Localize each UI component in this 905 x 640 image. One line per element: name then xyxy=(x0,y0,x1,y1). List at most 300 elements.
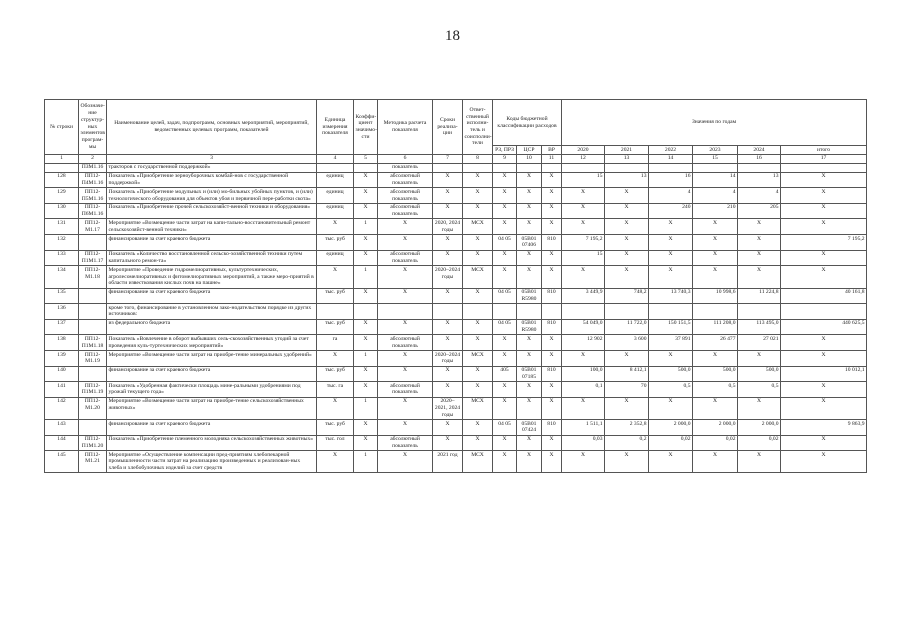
table-cell: 810 xyxy=(542,288,562,304)
table-cell xyxy=(463,304,493,320)
table-cell: Х xyxy=(433,172,463,188)
table-cell: Х xyxy=(378,366,433,382)
column-number: 10 xyxy=(517,154,542,163)
table-cell: 05В01 R5980 xyxy=(517,319,542,335)
table-cell: Х xyxy=(542,335,562,351)
table-cell: Х xyxy=(463,335,493,351)
table-row xyxy=(45,319,867,335)
table-cell xyxy=(542,304,562,320)
table-row xyxy=(45,219,867,235)
table-cell: Х xyxy=(378,419,433,435)
table-cell: Х xyxy=(738,219,781,235)
table-cell: Х xyxy=(517,203,542,219)
table-cell: Х xyxy=(493,350,517,366)
column-number: 17 xyxy=(781,154,867,163)
table-cell: 2 000,0 xyxy=(649,419,693,435)
table-row xyxy=(45,335,867,351)
table-cell: Х xyxy=(781,335,867,351)
table-cell: Х xyxy=(463,203,493,219)
table-cell: 240 xyxy=(649,203,693,219)
table-cell xyxy=(562,304,605,320)
table-cell: Х xyxy=(738,235,781,251)
table-cell: Показатель «Количество восстановленной сельско-хозяйственной техники путем капитального ремон-та» xyxy=(107,250,317,266)
table-cell xyxy=(79,366,107,382)
table-row xyxy=(45,397,867,419)
table-cell: 54 049,0 xyxy=(562,319,605,335)
table-cell: Х xyxy=(562,397,605,419)
table-cell: Х xyxy=(317,219,354,235)
table-cell: Х xyxy=(605,266,649,288)
table-cell: 4 xyxy=(693,188,738,204)
table-cell: 133 xyxy=(45,250,79,266)
table-cell: 8 412,1 xyxy=(605,366,649,382)
header-vr: ВР xyxy=(542,146,562,155)
table-cell: Х xyxy=(354,435,378,451)
table-cell: ПП12-М1.17 xyxy=(79,219,107,235)
table-cell: 0,02 xyxy=(693,435,738,451)
table-cell: тракторов с государственной поддержкой» xyxy=(107,163,317,172)
table-cell: 1 xyxy=(354,266,378,288)
table-cell: 810 xyxy=(542,319,562,335)
table-cell: га xyxy=(317,335,354,351)
table-cell: Х xyxy=(693,235,738,251)
table-cell: Х xyxy=(354,319,378,335)
table-cell: Х xyxy=(354,382,378,398)
table-cell: 4 xyxy=(649,188,693,204)
table-cell xyxy=(493,304,517,320)
table-cell: Х xyxy=(433,319,463,335)
table-cell: Х xyxy=(738,451,781,473)
header-coef: Коэффи-циент значимо-сти xyxy=(354,100,378,155)
table-cell: 05В01 07424 xyxy=(517,419,542,435)
table-cell: Х xyxy=(781,350,867,366)
table-cell: 145 xyxy=(45,451,79,473)
table-cell: финансирование за счет краевого бюджета xyxy=(107,288,317,304)
table-cell xyxy=(738,304,781,320)
table-cell: 2020–2021, 2024 годы xyxy=(433,397,463,419)
table-cell: 40 161,8 xyxy=(781,288,867,304)
table-cell: 136 xyxy=(45,304,79,320)
table-cell: ПП12-П1М1.19 xyxy=(79,382,107,398)
column-number: 2 xyxy=(79,154,107,163)
column-number: 3 xyxy=(107,154,317,163)
table-cell xyxy=(605,304,649,320)
table-cell: 05В01 07185 xyxy=(517,366,542,382)
table-cell: 2020, 2024 годы xyxy=(433,219,463,235)
table-cell: Х xyxy=(317,397,354,419)
table-cell: Х xyxy=(517,451,542,473)
table-cell: 1 xyxy=(354,397,378,419)
table-cell: абсолютный показатель xyxy=(378,435,433,451)
table-cell: 129 xyxy=(45,188,79,204)
table-cell: 70 xyxy=(605,382,649,398)
table-cell: Х xyxy=(493,203,517,219)
header-unit: Единица измерения показателя xyxy=(317,100,354,155)
table-cell: 2 000,0 xyxy=(738,419,781,435)
table-cell: МСХ xyxy=(463,350,493,366)
table-row xyxy=(45,435,867,451)
table-cell: Х xyxy=(605,397,649,419)
header-term: Сроки реализа-ции xyxy=(433,100,463,155)
table-cell: Х xyxy=(542,451,562,473)
table-cell: ПП12-П4М1.16 xyxy=(79,172,107,188)
table-cell: Х xyxy=(649,350,693,366)
table-cell: Х xyxy=(354,250,378,266)
table-body xyxy=(45,163,867,473)
table-cell: Х xyxy=(562,451,605,473)
header-year-2022: 2022 xyxy=(649,146,693,155)
table-cell: абсолютный показатель xyxy=(378,203,433,219)
table-cell: 131 xyxy=(45,219,79,235)
table-cell: 0,2 xyxy=(605,435,649,451)
table-cell: 500,0 xyxy=(738,366,781,382)
table-cell: 100,0 xyxy=(562,366,605,382)
table-cell: Х xyxy=(562,219,605,235)
table-cell: 144 xyxy=(45,435,79,451)
table-cell: абсолютный показатель xyxy=(378,172,433,188)
table-cell: Х xyxy=(354,188,378,204)
table-cell: Х xyxy=(542,203,562,219)
table-cell xyxy=(79,288,107,304)
table-cell: Х xyxy=(493,188,517,204)
table-cell: 7 195,2 xyxy=(781,235,867,251)
table-cell: Х xyxy=(433,419,463,435)
table-cell: Х xyxy=(463,288,493,304)
table-row xyxy=(45,366,867,382)
table-cell: Х xyxy=(378,350,433,366)
column-number: 14 xyxy=(649,154,693,163)
table-cell xyxy=(354,163,378,172)
column-number: 16 xyxy=(738,154,781,163)
table-cell: МСХ xyxy=(463,219,493,235)
table-cell xyxy=(79,419,107,435)
table-cell: Мероприятие «Проведение гидромелиоративных, культуртехнических, агролесомелиоративных и фитомелиоративных мероприятий, а также меро-приятий в области известкования кислых почв на пашне» xyxy=(107,266,317,288)
table-cell: Х xyxy=(433,235,463,251)
page-number: 18 xyxy=(445,28,460,44)
table-cell: Х xyxy=(517,435,542,451)
header-values-by-year: Значения по годам xyxy=(562,100,867,146)
table-cell: Х xyxy=(649,235,693,251)
table-cell: Х xyxy=(378,266,433,288)
header-year-2020: 2020 xyxy=(562,146,605,155)
table-cell xyxy=(562,163,605,172)
table-cell: 440 625,5 xyxy=(781,319,867,335)
table-cell: тыс. руб xyxy=(317,419,354,435)
table-cell: Х xyxy=(493,266,517,288)
table-cell: ПП12-М1.19 xyxy=(79,350,107,366)
table-cell: Х xyxy=(463,235,493,251)
table-cell: Мероприятие «Осуществление компенсации пред-приятиям хлебопекарной промышленности части затрат на реализацию произведенных и реализован-ных хлеба и хлебобулочных изделий за счет средств xyxy=(107,451,317,473)
table-cell: Х xyxy=(433,250,463,266)
table-cell: Х xyxy=(781,382,867,398)
table-cell: 0,03 xyxy=(562,435,605,451)
table-cell: 26 477 xyxy=(693,335,738,351)
table-cell: Х xyxy=(463,250,493,266)
table-cell: Х xyxy=(354,235,378,251)
table-cell: единиц xyxy=(317,172,354,188)
header-year-2021: 2021 xyxy=(605,146,649,155)
table-cell: Х xyxy=(517,188,542,204)
table-cell: Х xyxy=(562,266,605,288)
table-cell: 7 195,2 xyxy=(562,235,605,251)
table-cell: Х xyxy=(781,266,867,288)
table-cell: 1 xyxy=(354,451,378,473)
table-cell: Х xyxy=(463,419,493,435)
table-cell: Х xyxy=(542,266,562,288)
table-cell: Х xyxy=(463,188,493,204)
table-cell: Х xyxy=(517,350,542,366)
table-cell: кроме того, финансирование в установленном зако-нодательством порядке из других источников: xyxy=(107,304,317,320)
table-cell: Х xyxy=(354,419,378,435)
table-cell: Х xyxy=(562,203,605,219)
table-cell: Х xyxy=(605,350,649,366)
table-cell: финансирование за счет краевого бюджета xyxy=(107,235,317,251)
table-cell: 2020–2024 годы xyxy=(433,350,463,366)
table-cell: Х xyxy=(605,219,649,235)
table-cell: 140 xyxy=(45,366,79,382)
header-name: Наименование целей, задач, подпрограмм, основных мероприятий, мероприятий, ведомственных целевых программ, показателей xyxy=(107,100,317,155)
table-cell: Х xyxy=(517,382,542,398)
table-row xyxy=(45,350,867,366)
header-designation: Обозначе-ние структур-ных элементов програм-мы xyxy=(79,100,107,155)
table-cell: Х xyxy=(493,250,517,266)
table-cell: 810 xyxy=(542,419,562,435)
table-cell: 111 208,0 xyxy=(693,319,738,335)
table-cell xyxy=(649,304,693,320)
table-cell: Х xyxy=(378,288,433,304)
table-cell: абсолютный показатель xyxy=(378,188,433,204)
table-cell: 15 xyxy=(562,250,605,266)
table-cell: из федерального бюджета xyxy=(107,319,317,335)
table-cell xyxy=(378,304,433,320)
table-cell: Х xyxy=(517,172,542,188)
table-cell: Х xyxy=(463,172,493,188)
table-cell: Х xyxy=(542,382,562,398)
table-cell: Х xyxy=(517,335,542,351)
table-cell: тыс. руб xyxy=(317,288,354,304)
header-row-no: № строки xyxy=(45,100,79,155)
table-cell: 500,0 xyxy=(649,366,693,382)
table-cell: 27 021 xyxy=(738,335,781,351)
column-number: 1 xyxy=(45,154,79,163)
table-cell: Показатель «Приобретение прочей сельскохозяйст-венной техники и оборудования» xyxy=(107,203,317,219)
table-cell xyxy=(463,163,493,172)
table-cell: 11 224,8 xyxy=(738,288,781,304)
table-cell xyxy=(517,304,542,320)
table-cell: тыс. руб xyxy=(317,235,354,251)
table-cell: 3 600 xyxy=(605,335,649,351)
table-cell: Х xyxy=(433,288,463,304)
table-cell: Х xyxy=(693,250,738,266)
table-cell: Х xyxy=(542,250,562,266)
table-cell: Х xyxy=(542,219,562,235)
table-cell: Х xyxy=(542,172,562,188)
column-number: 7 xyxy=(433,154,463,163)
table-cell: ПП12-П1М1.20 xyxy=(79,435,107,451)
table-cell: финансирование за счет краевого бюджета xyxy=(107,366,317,382)
table-cell xyxy=(493,163,517,172)
table-row xyxy=(45,188,867,204)
table-cell: МСХ xyxy=(463,451,493,473)
table-cell: Х xyxy=(433,435,463,451)
table-cell: Х xyxy=(378,451,433,473)
table-cell: абсолютный показатель xyxy=(378,382,433,398)
table-cell: Мероприятие «Возмещение части затрат на приобре-тение минеральных удобрений» xyxy=(107,350,317,366)
table-row xyxy=(45,172,867,188)
table-cell: 205 xyxy=(738,203,781,219)
table-cell: Х xyxy=(354,335,378,351)
table-cell: 3 449,9 xyxy=(562,288,605,304)
table-cell: тыс. гол xyxy=(317,435,354,451)
table-cell: Х xyxy=(781,435,867,451)
table-cell: 810 xyxy=(542,235,562,251)
table-cell: тыс. га xyxy=(317,382,354,398)
column-number: 4 xyxy=(317,154,354,163)
table-cell: Х xyxy=(738,397,781,419)
header-method: Методика расчета показателя xyxy=(378,100,433,155)
table-cell: Показатель «Приобретение племенного молодняка сельскохозяйственных животных» xyxy=(107,435,317,451)
table-cell: Х xyxy=(605,235,649,251)
table-cell: Х xyxy=(542,397,562,419)
table-cell xyxy=(517,163,542,172)
table-cell: Х xyxy=(781,397,867,419)
table-cell: 9 863,9 xyxy=(781,419,867,435)
table-cell: Х xyxy=(649,397,693,419)
table-cell: Х xyxy=(738,250,781,266)
table-cell: ПП12-М1.18 xyxy=(79,266,107,288)
table-cell: единиц xyxy=(317,203,354,219)
table-cell: 0,5 xyxy=(649,382,693,398)
table-cell: 139 xyxy=(45,350,79,366)
table-cell xyxy=(738,163,781,172)
table-cell: Х xyxy=(738,266,781,288)
table-cell: 14 xyxy=(693,172,738,188)
table-cell: МСХ xyxy=(463,397,493,419)
table-cell xyxy=(542,163,562,172)
table-cell: Х xyxy=(517,397,542,419)
table-row xyxy=(45,203,867,219)
table-cell: Х xyxy=(605,188,649,204)
table-cell: 13 xyxy=(738,172,781,188)
table-cell: Х xyxy=(493,451,517,473)
table-cell: Х xyxy=(781,203,867,219)
table-cell: 2 000,0 xyxy=(693,419,738,435)
table-cell: Х xyxy=(317,350,354,366)
table-cell xyxy=(79,235,107,251)
table-cell xyxy=(605,163,649,172)
table-cell: Х xyxy=(493,382,517,398)
table-cell: Х xyxy=(781,172,867,188)
table-cell: 04 05 xyxy=(493,419,517,435)
table-header-row xyxy=(45,100,867,146)
column-number: 8 xyxy=(463,154,493,163)
table-cell: 142 xyxy=(45,397,79,419)
header-year-2024: 2024 xyxy=(738,146,781,155)
table-cell: Х xyxy=(493,435,517,451)
table-cell: Х xyxy=(693,266,738,288)
table-cell: 141 xyxy=(45,382,79,398)
table-cell: Х xyxy=(781,250,867,266)
table-cell: 15 xyxy=(562,172,605,188)
table-cell: 500,0 xyxy=(693,366,738,382)
table-cell xyxy=(79,319,107,335)
table-cell: 0,1 xyxy=(562,382,605,398)
table-cell: 05В01 R5980 xyxy=(517,288,542,304)
table-cell xyxy=(317,304,354,320)
table-cell: МСХ xyxy=(463,266,493,288)
table-cell: Х xyxy=(493,172,517,188)
table-cell: показатель xyxy=(378,163,433,172)
table-cell: ПП12-М1.20 xyxy=(79,397,107,419)
table-cell: Показатель «Удобренная фактически площадь мине-ральными удобрениями под урожай текущего года» xyxy=(107,382,317,398)
table-cell: Х xyxy=(649,250,693,266)
table-cell: 0,02 xyxy=(649,435,693,451)
table-cell: финансирование за счет краевого бюджета xyxy=(107,419,317,435)
table-cell: 135 xyxy=(45,288,79,304)
header-executor: Ответ-ственный исполни-тель и соисполни-тели xyxy=(463,100,493,155)
table-cell xyxy=(317,163,354,172)
table-cell: единиц xyxy=(317,188,354,204)
table-cell xyxy=(693,304,738,320)
table-cell: Х xyxy=(354,203,378,219)
table-cell: ПП12-П1М1.18 xyxy=(79,335,107,351)
table-cell xyxy=(649,163,693,172)
table-cell: Х xyxy=(649,266,693,288)
table-cell: 1 xyxy=(354,350,378,366)
table-cell: 13 740,3 xyxy=(649,288,693,304)
table-cell: Х xyxy=(493,397,517,419)
table-cell: 10 998,6 xyxy=(693,288,738,304)
table-cell: абсолютный показатель xyxy=(378,250,433,266)
table-cell: 132 xyxy=(45,235,79,251)
table-cell: 12 902 xyxy=(562,335,605,351)
table-cell: тыс. руб xyxy=(317,319,354,335)
table-cell: 11 722,0 xyxy=(605,319,649,335)
table-cell: Х xyxy=(605,250,649,266)
table-cell: 04 05 xyxy=(493,288,517,304)
table-cell: 10 012,1 xyxy=(781,366,867,382)
table-cell xyxy=(781,304,867,320)
table-cell: Х xyxy=(517,219,542,235)
table-cell: 0,5 xyxy=(738,382,781,398)
table-cell: 210 xyxy=(693,203,738,219)
table-cell: Х xyxy=(433,382,463,398)
table-cell: Х xyxy=(378,235,433,251)
table-row xyxy=(45,288,867,304)
table-cell: 138 xyxy=(45,335,79,351)
table-cell: Х xyxy=(693,350,738,366)
table-row xyxy=(45,266,867,288)
table-cell: 748,2 xyxy=(605,288,649,304)
table-cell: Х xyxy=(542,435,562,451)
table-cell: 0,5 xyxy=(693,382,738,398)
table-cell: Х xyxy=(693,219,738,235)
table-cell: единиц xyxy=(317,250,354,266)
table-cell: Показатель «Приобретение зерноуборочных комбай-нов с государственной поддержкой» xyxy=(107,172,317,188)
table-cell: Х xyxy=(517,266,542,288)
table-cell: ПП12-П1М1.17 xyxy=(79,250,107,266)
table-cell: Х xyxy=(738,350,781,366)
table-cell: Х xyxy=(649,451,693,473)
table-row xyxy=(45,163,867,172)
header-budget-codes: Коды бюджетной классификации расходов xyxy=(493,100,562,146)
table-cell: ПП12-М1.21 xyxy=(79,451,107,473)
table-cell xyxy=(354,304,378,320)
table-cell: Х xyxy=(542,188,562,204)
table-cell: Х xyxy=(463,382,493,398)
table-cell: 405 xyxy=(493,366,517,382)
table-cell xyxy=(45,163,79,172)
